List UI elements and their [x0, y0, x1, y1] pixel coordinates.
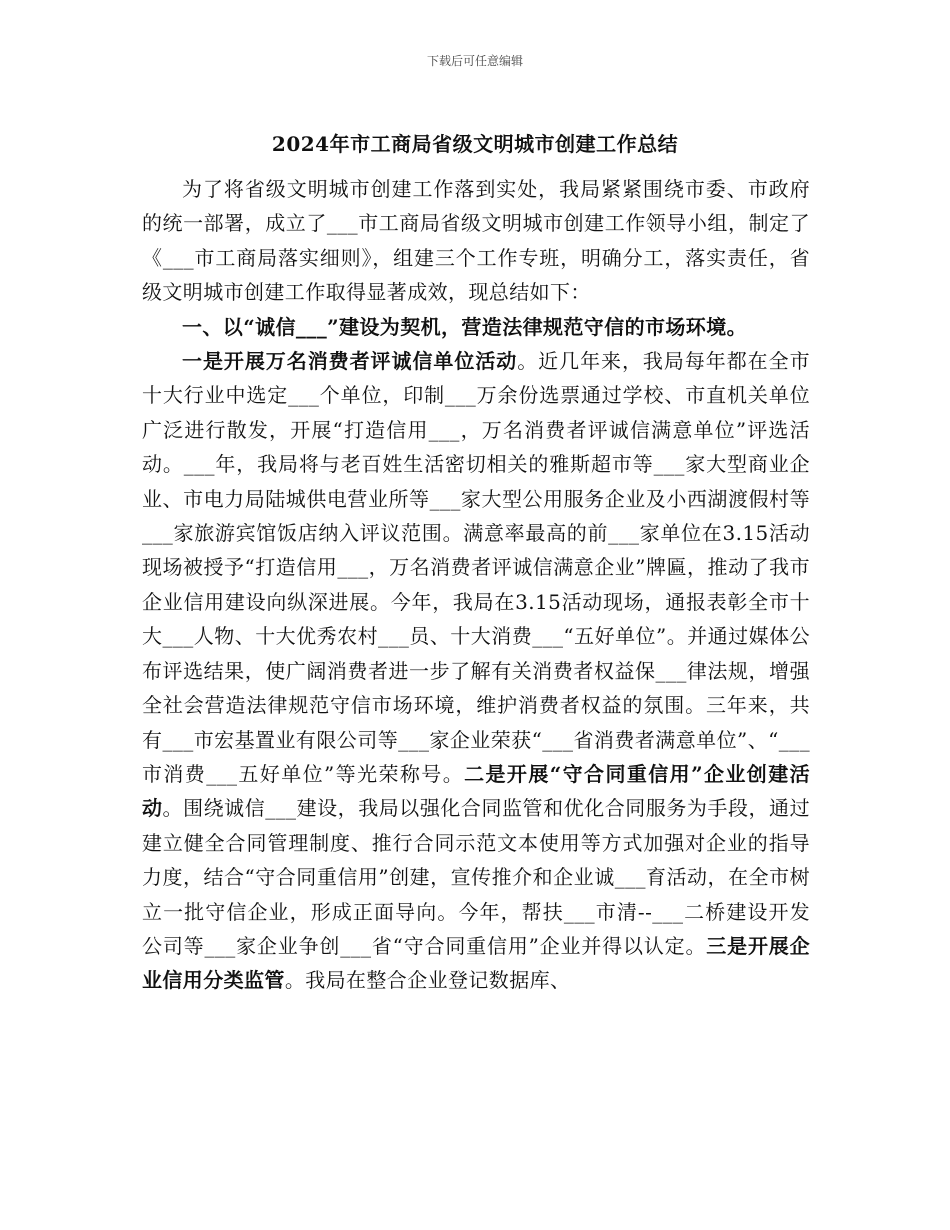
document-title: 2024年市工商局省级文明城市创建工作总结	[271, 132, 679, 156]
subsection-text-3: 。我局在整合企业登记数据库、	[284, 968, 571, 993]
header-note: 下载后可任意编辑	[426, 54, 523, 68]
document-body	[142, 172, 810, 998]
subsection-lead-2: 二是开展“守合同重信用”企业创建活动	[142, 761, 810, 821]
section-heading-1: 一、以“诚信___”建设为契机，营造法律规范守信的市场环境。	[182, 314, 748, 339]
section-1-paragraph	[142, 344, 810, 998]
subsection-lead-1: 一是开展万名消费者评诚信单位活动	[182, 349, 518, 374]
subsection-text-2: 。围绕诚信___建设，我局以强化合同监管和优化合同服务为手段，通过建立健全合同管理制度、推行合同示范文本使用等方式加强对企业的指导力度，结合“守合同重信用”创建，宣传推介和企业诚___育活动，在全市树立一批守信企业，形成正面导向。今年，帮扶___市清--___二桥建设开发公司等___家企业争创___省“守合同重信用”企业并得以认定。	[142, 796, 810, 958]
subsection-text-1: 。近几年来，我局每年都在全市十大行业中选定___个单位，印制___万余份选票通过学校、市直机关单位广泛进行散发，开展“打造信用___，万名消费者评诚信满意单位”评选活动。___年，我局将与老百姓生活密切相关的雅斯超市等___家大型商业企业、市电力局陆城供电营业所等___家大型公用服务企业及小西湖渡假村等___家旅游宾馆饭店纳入评议范围。满意率最高的前___家单位在3.15活动现场被授予“打造信用___，万名消费者评诚信满意企业”牌匾，推动了我市企业信用建设向纵深进展。今年，我局在3.15活动现场，通报表彰全市十大___人物、十大优秀农村___员、十大消费___“五好单位”。并通过媒体公布评选结果，使广阔消费者进一步了解有关消费者权益保___律法规，增强全社会营造法律规范守信市场环境，维护消费者权益的氛围。三年来，共有___市宏基置业有限公司等___家企业荣获“___省消费者满意单位”、“___市消费___五好单位”等光荣称号。	[142, 349, 810, 786]
subsection-lead-3: 三是开展企业信用分类监管	[142, 933, 810, 993]
intro-paragraph: 为了将省级文明城市创建工作落到实处，我局紧紧围绕市委、市政府的统一部署，成立了___市工商局省级文明城市创建工作领导小组，制定了《___市工商局落实细则》，组建三个工作专班，明确分工，落实责任，省级文明城市创建工作取得显著成效，现总结如下：	[142, 177, 810, 305]
